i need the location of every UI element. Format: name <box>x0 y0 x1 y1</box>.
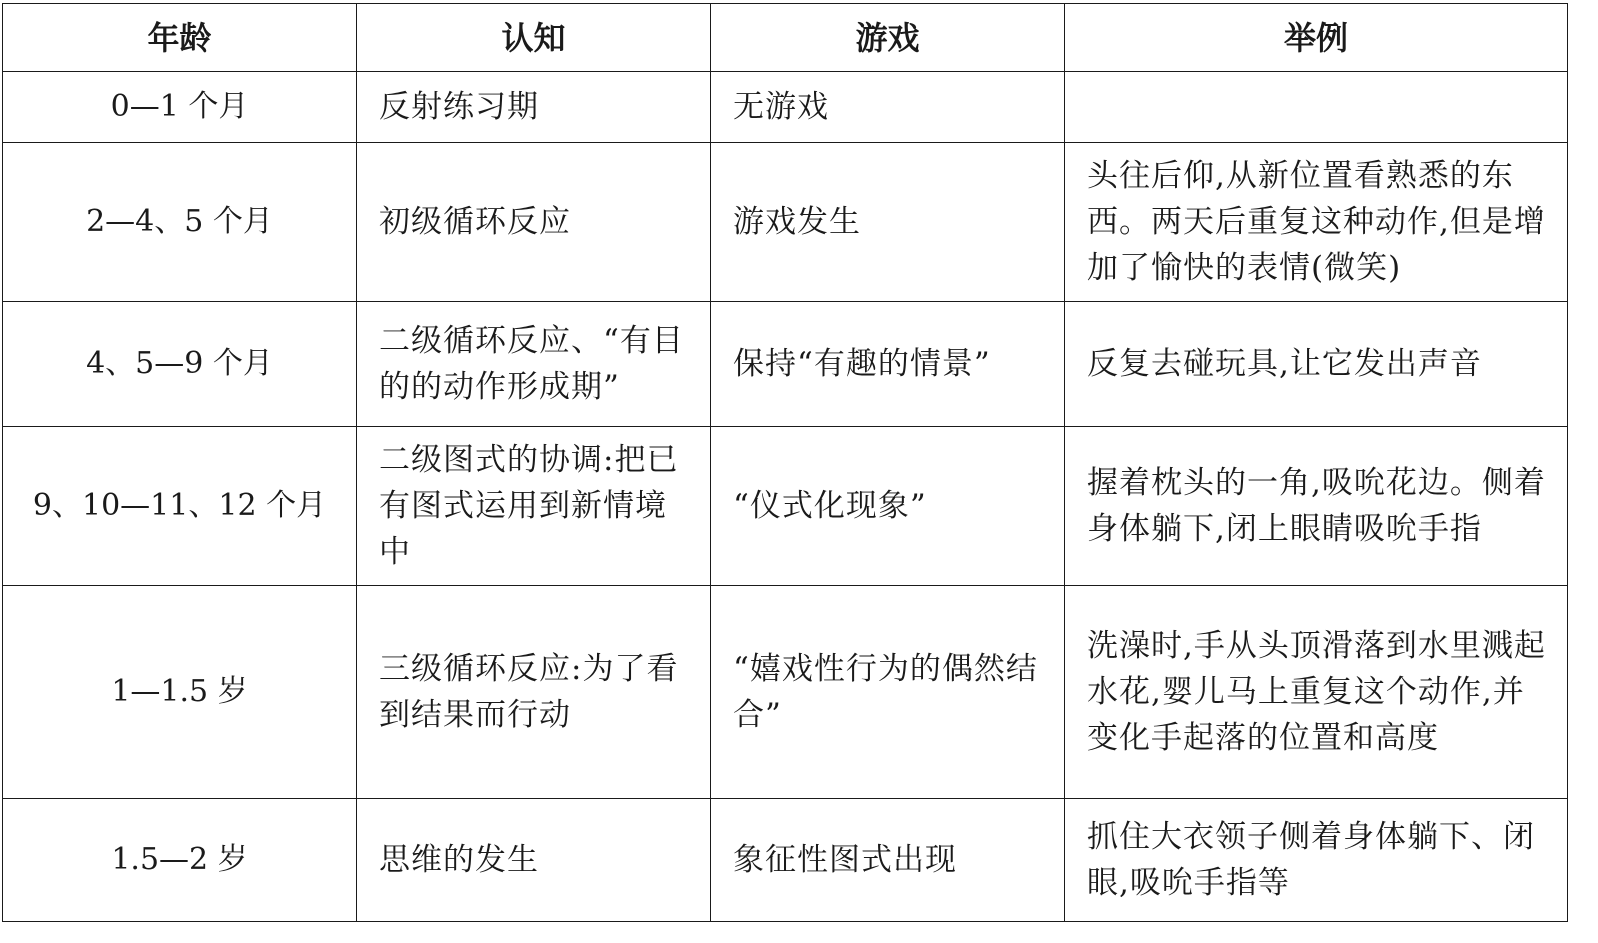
table-row <box>3 143 1568 302</box>
play-cell: 游戏发生 <box>711 143 1065 302</box>
cognition-cell: 初级循环反应 <box>357 143 711 302</box>
cognition-cell: 反射练习期 <box>357 72 711 143</box>
example-cell <box>1065 72 1568 143</box>
cognition-cell: 思维的发生 <box>357 799 711 922</box>
cognition-cell: 二级循环反应、“有目的的动作形成期” <box>357 302 711 427</box>
play-cell: “仪式化现象” <box>711 427 1065 586</box>
age-cell: 1—1.5 岁 <box>3 586 357 799</box>
header-row <box>3 4 1568 72</box>
table-row <box>3 427 1568 586</box>
play-cell: 无游戏 <box>711 72 1065 143</box>
play-cell: 保持“有趣的情景” <box>711 302 1065 427</box>
table-row <box>3 799 1568 922</box>
header-play: 游戏 <box>711 4 1065 72</box>
header-cognition: 认知 <box>357 4 711 72</box>
age-cell: 9、10—11、12 个月 <box>3 427 357 586</box>
age-cell: 1.5—2 岁 <box>3 799 357 922</box>
table-row <box>3 72 1568 143</box>
development-table <box>2 3 1568 922</box>
example-cell: 反复去碰玩具,让它发出声音 <box>1065 302 1568 427</box>
age-cell: 0—1 个月 <box>3 72 357 143</box>
example-cell: 抓住大衣领子侧着身体躺下、闭眼,吸吮手指等 <box>1065 799 1568 922</box>
table-row <box>3 302 1568 427</box>
play-cell: 象征性图式出现 <box>711 799 1065 922</box>
age-cell: 2—4、5 个月 <box>3 143 357 302</box>
table-row <box>3 586 1568 799</box>
cognition-cell: 二级图式的协调:把已有图式运用到新情境中 <box>357 427 711 586</box>
age-cell: 4、5—9 个月 <box>3 302 357 427</box>
header-age: 年龄 <box>3 4 357 72</box>
header-example: 举例 <box>1065 4 1568 72</box>
example-cell: 握着枕头的一角,吸吮花边。侧着身体躺下,闭上眼睛吸吮手指 <box>1065 427 1568 586</box>
example-cell: 头往后仰,从新位置看熟悉的东西。两天后重复这种动作,但是增加了愉快的表情(微笑) <box>1065 143 1568 302</box>
play-cell: “嬉戏性行为的偶然结合” <box>711 586 1065 799</box>
example-cell: 洗澡时,手从头顶滑落到水里溅起水花,婴儿马上重复这个动作,并变化手起落的位置和高度 <box>1065 586 1568 799</box>
cognition-cell: 三级循环反应:为了看到结果而行动 <box>357 586 711 799</box>
